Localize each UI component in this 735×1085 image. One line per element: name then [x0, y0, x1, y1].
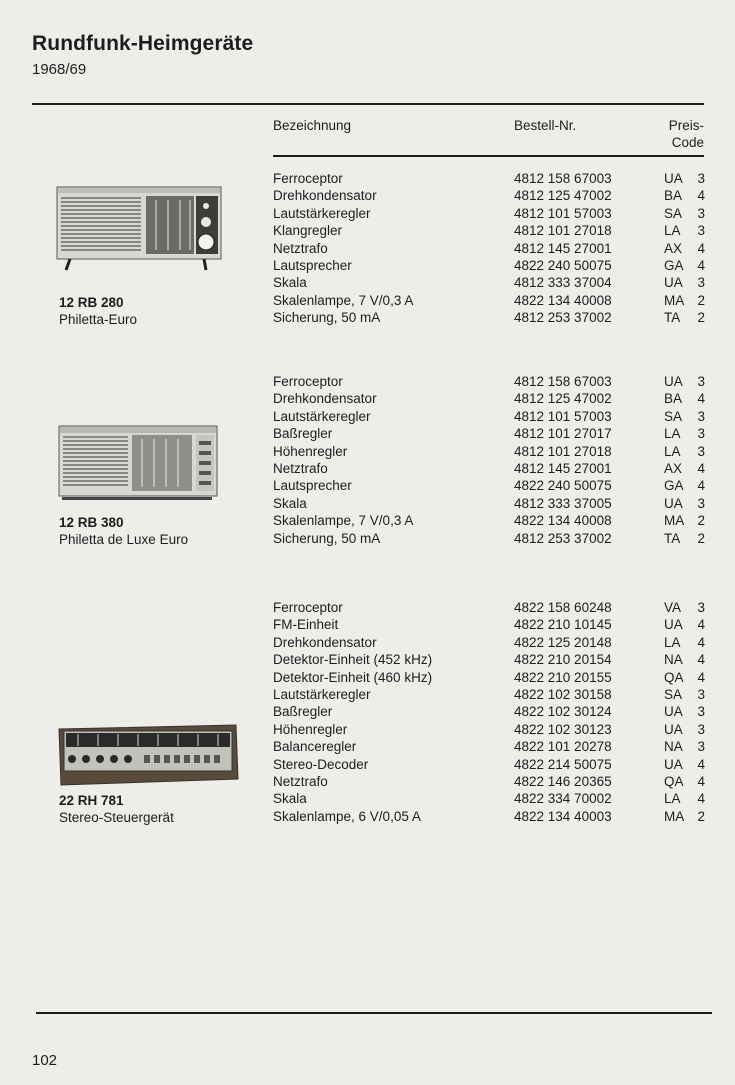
price-codes	[664, 373, 705, 547]
list-item: 4822 334 70002	[514, 791, 612, 807]
list-item: Höhenregler	[273, 443, 348, 459]
code-digit: 4	[697, 652, 705, 668]
code-digit: 4	[697, 756, 705, 772]
list-item	[664, 634, 705, 651]
list-item: Skalenlampe, 7 V/0,3 A	[273, 292, 414, 308]
list-item: Stereo-Decoder	[273, 756, 369, 772]
code-letters: LA	[664, 443, 681, 459]
code-letters: UA	[664, 756, 683, 772]
list-item: 4822 146 20365	[514, 773, 612, 789]
price-codes	[664, 599, 705, 825]
list-item	[664, 477, 705, 494]
list-item	[664, 274, 705, 291]
code-letters: UA	[664, 721, 683, 737]
list-item: 4812 158 67003	[514, 374, 612, 389]
list-item	[664, 460, 705, 477]
list-item: Netztrafo	[273, 240, 328, 256]
model-label	[59, 294, 137, 329]
list-item: 4822 210 20155	[514, 669, 612, 685]
code-digit: 2	[697, 808, 705, 824]
list-item: Drehkondensator	[273, 391, 377, 407]
section-22rh781	[0, 599, 735, 829]
price-codes	[664, 170, 705, 327]
list-item: Sicherung, 50 mA	[273, 310, 381, 326]
order-numbers	[514, 373, 612, 547]
list-item: 4822 134 40008	[514, 513, 612, 529]
code-digit: 3	[697, 495, 705, 511]
list-item: Klangregler	[273, 223, 343, 239]
list-item: 4822 240 50075	[514, 478, 612, 494]
list-item: 4812 125 47002	[514, 391, 612, 407]
list-item: 4822 102 30123	[514, 721, 612, 737]
code-letters: BA	[664, 391, 683, 407]
header-price-code	[640, 117, 704, 151]
list-item	[664, 170, 705, 187]
list-item: Netztrafo	[273, 460, 328, 476]
header-price-code-line1: Preis-	[668, 118, 704, 133]
code-digit: 4	[697, 791, 705, 807]
list-item: 4822 102 30158	[514, 686, 612, 702]
list-item: 4812 333 37005	[514, 495, 612, 511]
code-digit: 3	[697, 704, 705, 720]
top-rule	[32, 103, 704, 105]
list-item: 4812 253 37002	[514, 530, 612, 546]
radio-image-12rb380	[58, 425, 220, 501]
list-item	[664, 187, 705, 204]
list-item: Detektor-Einheit (460 kHz)	[273, 669, 433, 685]
list-item: Höhenregler	[273, 721, 348, 737]
part-names	[273, 373, 413, 547]
list-item: 4812 125 47002	[514, 188, 612, 204]
code-letters: UA	[664, 171, 683, 186]
code-letters: UA	[664, 495, 683, 511]
radio-image-12rb280	[56, 186, 224, 274]
header-designation: Bezeichnung	[273, 118, 352, 133]
code-letters: BA	[664, 188, 683, 204]
code-digit: 2	[697, 530, 705, 546]
list-item: FM-Einheit	[273, 617, 339, 633]
list-item: Lautstärkeregler	[273, 408, 371, 424]
list-item: Skalenlampe, 6 V/0,05 A	[273, 808, 421, 824]
list-item	[664, 651, 705, 668]
code-letters: MA	[664, 808, 685, 824]
code-digit: 4	[697, 669, 705, 685]
list-item: 4822 210 10145	[514, 617, 612, 633]
code-letters: QA	[664, 669, 684, 685]
list-item: Detektor-Einheit (452 kHz)	[273, 652, 433, 668]
list-item	[664, 721, 705, 738]
model-label	[59, 514, 188, 549]
list-item	[664, 205, 705, 222]
list-item: Sicherung, 50 mA	[273, 530, 381, 546]
code-letters: UA	[664, 275, 683, 291]
header-rule	[273, 155, 704, 157]
code-letters: SA	[664, 205, 683, 221]
code-digit: 3	[697, 686, 705, 702]
code-digit: 4	[697, 617, 705, 633]
list-item: Skala	[273, 791, 307, 807]
order-numbers	[514, 599, 612, 825]
code-digit: 4	[697, 188, 705, 204]
list-item: 4822 240 50075	[514, 257, 612, 273]
list-item: 4812 101 27017	[514, 426, 612, 442]
code-digit: 3	[697, 408, 705, 424]
list-item: 4822 102 30124	[514, 704, 612, 720]
code-letters: LA	[664, 223, 681, 239]
list-item: 4812 101 27018	[514, 443, 612, 459]
model-number: 12 RB 280	[59, 295, 124, 310]
code-digit: 4	[697, 391, 705, 407]
list-item: 4812 253 37002	[514, 310, 612, 326]
model-name: Stereo-Steuergerät	[59, 810, 174, 826]
page-subtitle: 1968/69	[32, 61, 87, 78]
code-letters: MA	[664, 292, 685, 308]
list-item	[664, 373, 705, 390]
list-item: Baßregler	[273, 704, 333, 720]
header-order-no: Bestell-Nr.	[514, 118, 577, 133]
code-letters: NA	[664, 652, 683, 668]
code-letters: UA	[664, 374, 683, 389]
code-letters: AX	[664, 240, 683, 256]
list-item: Ferroceptor	[273, 600, 343, 615]
code-letters: UA	[664, 617, 683, 633]
list-item: 4822 214 50075	[514, 756, 612, 772]
section-12rb280	[0, 170, 735, 335]
list-item	[664, 309, 705, 326]
list-item	[664, 495, 705, 512]
code-digit: 3	[697, 205, 705, 221]
order-numbers	[514, 170, 612, 327]
list-item	[664, 292, 705, 309]
list-item	[664, 738, 705, 755]
code-digit: 3	[697, 171, 705, 186]
code-letters: TA	[664, 310, 681, 326]
list-item	[664, 669, 705, 686]
list-item: Balanceregler	[273, 739, 357, 755]
list-item	[664, 222, 705, 239]
list-item	[664, 240, 705, 257]
code-digit: 3	[697, 721, 705, 737]
list-item	[664, 756, 705, 773]
code-letters: GA	[664, 478, 684, 494]
list-item: Lautstärkeregler	[273, 686, 371, 702]
list-item: Skala	[273, 495, 307, 511]
list-item: Baßregler	[273, 426, 333, 442]
code-digit: 3	[697, 600, 705, 615]
code-digit: 2	[697, 513, 705, 529]
model-name: Philetta de Luxe Euro	[59, 532, 189, 548]
list-item: 4822 101 20278	[514, 739, 612, 755]
list-item: Skalenlampe, 7 V/0,3 A	[273, 513, 414, 529]
page-number: 102	[32, 1052, 58, 1069]
list-item	[664, 808, 705, 825]
code-digit: 3	[697, 739, 705, 755]
list-item: 4812 158 67003	[514, 171, 612, 186]
list-item: 4812 101 57003	[514, 408, 612, 424]
code-digit: 4	[697, 460, 705, 476]
list-item: Drehkondensator	[273, 634, 377, 650]
list-item	[664, 703, 705, 720]
page-title: Rundfunk-Heimgeräte	[32, 32, 254, 55]
code-digit: 3	[697, 443, 705, 459]
model-name: Philetta-Euro	[59, 312, 138, 328]
code-letters: GA	[664, 257, 684, 273]
radio-image-22rh781	[58, 723, 240, 789]
list-item	[664, 599, 705, 616]
code-letters: NA	[664, 739, 683, 755]
bottom-rule	[36, 1012, 712, 1014]
code-digit: 4	[697, 634, 705, 650]
list-item	[664, 616, 705, 633]
list-item	[664, 443, 705, 460]
list-item: Lautsprecher	[273, 257, 352, 273]
section-12rb380	[0, 373, 735, 553]
list-item: Ferroceptor	[273, 171, 343, 186]
list-item: 4822 134 40008	[514, 292, 612, 308]
list-item: Ferroceptor	[273, 374, 343, 389]
code-letters: AX	[664, 460, 683, 476]
code-letters: SA	[664, 686, 683, 702]
list-item	[664, 790, 705, 807]
list-item: 4812 145 27001	[514, 240, 612, 256]
model-label	[59, 792, 174, 827]
part-names	[273, 599, 432, 825]
list-item: 4812 145 27001	[514, 460, 612, 476]
code-letters: LA	[664, 791, 681, 807]
list-item: 4812 333 37004	[514, 275, 612, 291]
code-digit: 4	[697, 240, 705, 256]
list-item	[664, 686, 705, 703]
list-item	[664, 773, 705, 790]
code-letters: SA	[664, 408, 683, 424]
list-item: 4822 125 20148	[514, 634, 612, 650]
list-item: Drehkondensator	[273, 188, 377, 204]
header-price-code-line2: Code	[671, 135, 704, 150]
code-digit: 3	[697, 426, 705, 442]
list-item: 4822 134 40003	[514, 808, 612, 824]
code-letters: VA	[664, 600, 682, 615]
model-number: 22 RH 781	[59, 793, 124, 808]
list-item: 4822 210 20154	[514, 652, 612, 668]
list-item	[664, 257, 705, 274]
code-digit: 3	[697, 275, 705, 291]
code-digit: 3	[697, 223, 705, 239]
code-digit: 4	[697, 773, 705, 789]
part-names	[273, 170, 413, 327]
code-letters: UA	[664, 704, 683, 720]
code-letters: MA	[664, 513, 685, 529]
code-letters: TA	[664, 530, 681, 546]
code-digit: 2	[697, 310, 705, 326]
model-number: 12 RB 380	[59, 515, 124, 530]
list-item: Netztrafo	[273, 773, 328, 789]
list-item: Skala	[273, 275, 307, 291]
code-letters: QA	[664, 773, 684, 789]
code-digit: 2	[697, 292, 705, 308]
list-item	[664, 408, 705, 425]
code-letters: LA	[664, 426, 681, 442]
list-item: 4812 101 57003	[514, 205, 612, 221]
list-item: Lautsprecher	[273, 478, 352, 494]
code-digit: 4	[697, 257, 705, 273]
list-item	[664, 390, 705, 407]
list-item: Lautstärkeregler	[273, 205, 371, 221]
code-letters: LA	[664, 634, 681, 650]
list-item	[664, 530, 705, 547]
code-digit: 4	[697, 478, 705, 494]
code-digit: 3	[697, 374, 705, 389]
list-item: 4822 158 60248	[514, 600, 612, 615]
list-item	[664, 425, 705, 442]
list-item: 4812 101 27018	[514, 223, 612, 239]
list-item	[664, 512, 705, 529]
